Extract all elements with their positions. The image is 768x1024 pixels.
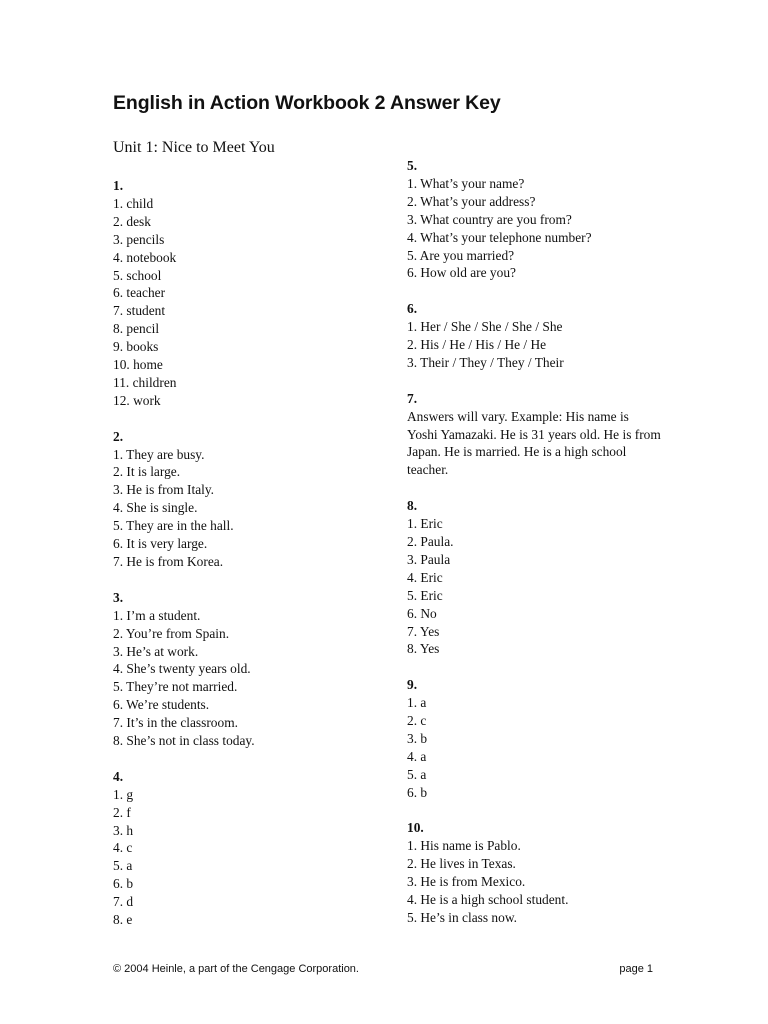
answer-line: 11. children: [113, 374, 177, 390]
answer-line: 2. c: [407, 713, 427, 729]
answer-line: 5. school: [113, 267, 162, 283]
answer-line: 1. Eric: [407, 516, 443, 532]
footer-copyright: © 2004 Heinle, a part of the Cengage Corporation.: [113, 963, 359, 975]
answer-line: 4. notebook: [113, 249, 177, 265]
exercise-number: 5.: [407, 158, 418, 173]
answer-line: 1. child: [113, 195, 154, 211]
answer-line: 10. home: [113, 357, 163, 373]
answer-line: 8. Yes: [407, 641, 440, 657]
answer-line: 1. What’s your name?: [407, 175, 525, 191]
answer-paragraph: Answers will vary. Example: His name is Yoshi Yamazaki. He is 31 years old. He is from Japan. He is married. He is a high school teacher.: [407, 408, 661, 478]
answer-line: 8. She’s not in class today.: [113, 733, 255, 749]
exercise-number: 7.: [407, 390, 418, 406]
answer-line: 2. He lives in Texas.: [407, 856, 516, 872]
exercise-number: 2.: [113, 428, 124, 444]
answer-line: 5. a: [407, 766, 427, 782]
exercise-section: [113, 589, 255, 750]
exercise-number: 9.: [407, 677, 418, 693]
answer-line: 5. He’s in class now.: [407, 909, 517, 925]
answer-line: 3. He’s at work.: [113, 643, 199, 659]
answer-line: 5. Eric: [407, 587, 443, 603]
answer-line: 1. g: [113, 786, 134, 802]
answer-line: 7. student: [113, 303, 166, 319]
answer-line: 4. He is a high school student.: [407, 892, 569, 908]
answer-line: 7. He is from Korea.: [113, 554, 224, 570]
answer-line: 9. books: [113, 339, 159, 355]
answer-line: 4. She’s twenty years old.: [113, 661, 251, 677]
answer-line: 8. pencil: [113, 321, 160, 337]
answer-line: 1. His name is Pablo.: [407, 838, 521, 854]
exercise-number: 6.: [407, 301, 418, 317]
answer-line: 3. Their / They / They / Their: [407, 354, 564, 370]
unit-heading: Unit 1: Nice to Meet You: [113, 139, 275, 156]
exercise-section: [113, 177, 255, 410]
answer-line: 6. teacher: [113, 285, 166, 301]
answer-line: 5. They’re not married.: [113, 679, 238, 695]
answer-line: 2. f: [113, 804, 131, 820]
footer-page-number: page 1: [619, 963, 653, 975]
answer-line: 2. desk: [113, 213, 151, 229]
left-column: [113, 177, 255, 947]
exercise-section: [113, 428, 255, 571]
answer-line: 2. You’re from Spain.: [113, 625, 230, 641]
exercise-number: 4.: [113, 768, 124, 784]
answer-line: 3. h: [113, 822, 134, 838]
answer-line: 6. No: [407, 605, 437, 621]
exercise-number: 1.: [113, 178, 124, 193]
answer-line: 1. Her / She / She / She / She: [407, 319, 563, 335]
answer-line: 3. pencils: [113, 231, 165, 247]
answer-line: 6. How old are you?: [407, 265, 516, 281]
answer-line: 3. Paula: [407, 551, 451, 567]
answer-line: 2. What’s your address?: [407, 193, 536, 209]
exercise-number: 3.: [113, 589, 124, 605]
answer-line: 4. c: [113, 840, 133, 856]
answer-line: 8. e: [113, 912, 133, 928]
answer-line: 4. a: [407, 748, 427, 764]
exercise-number: 10.: [407, 820, 424, 836]
answer-line: 6. b: [407, 784, 428, 800]
answer-line: 4. Eric: [407, 569, 443, 585]
exercise-section: [407, 819, 662, 926]
answer-line: 5. Are you married?: [407, 247, 515, 263]
answer-line: 3. He is from Mexico.: [407, 874, 526, 890]
exercise-number: 8.: [407, 498, 418, 514]
exercise-section: [407, 300, 662, 372]
document-title: English in Action Workbook 2 Answer Key: [113, 92, 501, 114]
answer-line: 3. b: [407, 730, 428, 746]
answer-line: 5. a: [113, 858, 133, 874]
answer-line: 5. They are in the hall.: [113, 518, 234, 534]
answer-line: 1. I’m a student.: [113, 607, 201, 623]
answer-line: 7. d: [113, 894, 134, 910]
answer-line: 2. It is large.: [113, 464, 181, 480]
answer-line: 12. work: [113, 392, 161, 408]
exercise-section: [407, 497, 662, 658]
answer-line: 1. They are busy.: [113, 446, 205, 462]
answer-line: 3. What country are you from?: [407, 211, 572, 227]
exercise-section: [113, 768, 255, 929]
answer-line: 6. b: [113, 876, 134, 892]
right-column: [407, 157, 662, 945]
answer-line: 4. She is single.: [113, 500, 198, 516]
exercise-section: [407, 676, 662, 801]
answer-line: 1. a: [407, 695, 427, 711]
exercise-section: [407, 390, 662, 480]
exercise-section: [407, 157, 662, 282]
answer-line: 4. What’s your telephone number?: [407, 229, 592, 245]
answer-line: 2. His / He / His / He / He: [407, 337, 547, 353]
answer-line: 3. He is from Italy.: [113, 482, 215, 498]
answer-line: 7. Yes: [407, 623, 440, 639]
answer-line: 2. Paula.: [407, 533, 454, 549]
answer-line: 7. It’s in the classroom.: [113, 715, 238, 731]
answer-line: 6. It is very large.: [113, 536, 208, 552]
answer-line: 6. We’re students.: [113, 697, 210, 713]
